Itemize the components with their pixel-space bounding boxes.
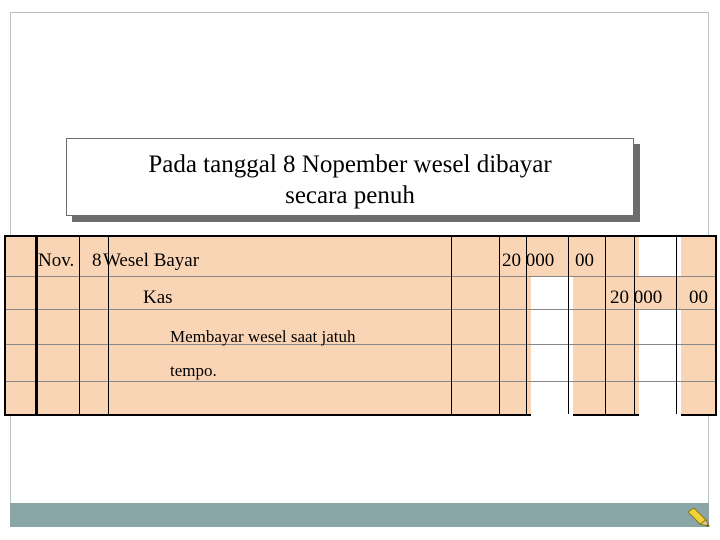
- credit-cents: 00: [689, 287, 708, 308]
- title-box: [66, 138, 634, 216]
- row-divider: [6, 381, 715, 382]
- description-line-1: Membayar wesel saat jatuh: [170, 327, 356, 346]
- entry-day: 8: [92, 250, 102, 271]
- column-divider: [634, 237, 635, 414]
- white-cell: [531, 277, 573, 416]
- row-divider: [6, 309, 715, 310]
- column-divider: [676, 237, 677, 414]
- column-divider: [499, 237, 500, 414]
- pencil-icon: [686, 506, 712, 528]
- row-divider: [6, 344, 715, 345]
- description-line-2: tempo.: [170, 361, 217, 380]
- bottom-bar: [10, 503, 709, 527]
- white-cell: [639, 309, 681, 416]
- column-divider: [451, 237, 452, 414]
- white-cell: [639, 237, 681, 277]
- column-divider: [605, 237, 606, 414]
- debit-amount: 20 000: [502, 250, 555, 271]
- column-divider: [568, 237, 569, 414]
- journal-table: [4, 235, 717, 416]
- row-divider: [6, 276, 715, 277]
- entry-month: Nov.: [38, 250, 75, 271]
- column-divider: [79, 237, 80, 414]
- debit-account: Wesel Bayar: [103, 250, 200, 271]
- credit-amount: 20 000: [610, 287, 663, 308]
- debit-cents: 00: [575, 250, 594, 271]
- slide-title: Pada tanggal 8 Nopember wesel dibayar secara penuh: [148, 151, 552, 209]
- credit-account: Kas: [143, 287, 173, 308]
